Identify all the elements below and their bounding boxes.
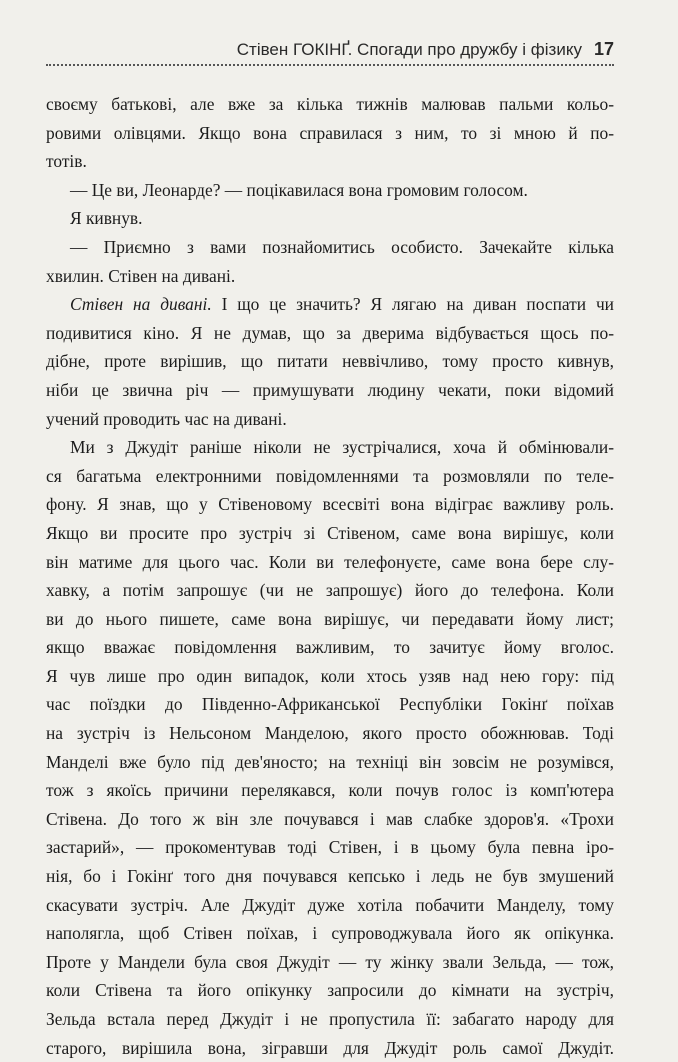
running-title: Стівен ГОКІНҐ. Спогади про дружбу і фізику bbox=[236, 40, 582, 59]
text-line: фону. Я знав, що у Стівеновому всесвіті вона відіграє важливу роль. bbox=[46, 494, 614, 515]
running-header bbox=[46, 34, 614, 66]
italic-emphasis: Стівен на дивані. bbox=[70, 294, 212, 315]
text-line: — Це ви, Леонарде? — поцікавилася вона громовим голосом. bbox=[70, 179, 528, 200]
text-line: старого, вирішила вона, зігравши для Джудіт роль самої Джудіт. bbox=[46, 1037, 614, 1058]
text-line: він матиме для цього час. Коли ви телефонуєте, саме вона бере слу- bbox=[46, 551, 614, 572]
text-line: Манделі вже було під дев'яносто; на техніці він зовсім не розумівся, bbox=[46, 751, 614, 772]
text-line: тотів. bbox=[46, 151, 87, 172]
text-line: коли Стівена та його опікунку запросили до кімнати на зустріч, bbox=[46, 980, 614, 1001]
text-run: І що це значить? Я лягаю на диван поспати чи bbox=[211, 294, 614, 315]
text-line: хвилин. Стівен на дивані. bbox=[46, 265, 236, 286]
text-line: Я чув лише про один випадок, коли хтось узяв над нею гору: під bbox=[46, 665, 614, 686]
text-line: час поїздки до Південно-Африканської Республіки Гокінґ поїхав bbox=[46, 694, 614, 715]
text-line: ніби це звична річ — примушувати людину чекати, поки відомий bbox=[46, 379, 614, 400]
text-line: своєму батькові, але вже за кілька тижнів малював пальми кольо- bbox=[46, 94, 614, 114]
text-line: Проте у Мандели була своя Джудіт — ту жінку звали Зельда, — тож, bbox=[46, 951, 614, 972]
text-line: ви до нього пишете, саме вона вирішує, чи передавати йому лист; bbox=[46, 608, 614, 629]
page-number: 17 bbox=[593, 39, 614, 59]
text-line: Якщо ви просите про зустріч зі Стівеном, саме вона вирішує, коли bbox=[46, 522, 614, 543]
text-line: застарий», — прокоментував тоді Стівен, і в цьому була певна іро- bbox=[46, 837, 614, 858]
text-line bbox=[46, 290, 614, 319]
text-line: на зустріч із Нельсоном Манделою, якого просто обожнював. Тоді bbox=[46, 723, 614, 744]
text-line: скасувати зустріч. Але Джудіт дуже хотіла побачити Манделу, тому bbox=[46, 894, 614, 915]
text-line: — Приємно з вами познайомитись особисто. Зачекайте кілька bbox=[70, 236, 614, 257]
text-line: якщо вважає повідомлення важливим, то зачитує йому вголос. bbox=[46, 637, 614, 658]
text-line: дібне, проте вирішив, що питати неввічливо, тому просто кивнув, bbox=[46, 351, 614, 372]
text-line: тож з якоїсь причини перелякався, коли почув голос із комп'ютера bbox=[46, 780, 614, 801]
body-text bbox=[46, 90, 614, 1062]
text-line: учений проводить час на дивані. bbox=[46, 408, 287, 429]
text-line: Я кивнув. bbox=[70, 208, 143, 229]
text-line: Зельда встала перед Джудіт і не пропустила її: забагато народу для bbox=[46, 1009, 614, 1029]
text-line: подивитися кіно. Я не думав, що за дверима відбувається щось по- bbox=[46, 322, 614, 343]
text-line: Стівена. До того ж він зле почувався і мав слабке здоров'я. «Трохи bbox=[46, 808, 614, 829]
text-line: ся багатьма електронними повідомленнями та розмовляли по теле- bbox=[46, 465, 614, 486]
text-line: Ми з Джудіт раніше ніколи не зустрічалися, хоча й обмінювали- bbox=[70, 437, 614, 458]
text-line: наполягла, щоб Стівен поїхав, і супроводжувала його як опікунка. bbox=[46, 923, 614, 944]
text-line: нія, бо і Гокінґ того дня почувався кепсько і ледь не був змушений bbox=[46, 866, 614, 887]
text-line: ровими олівцями. Якщо вона справилася з ним, то зі мною й по- bbox=[46, 122, 614, 143]
text-line: хавку, а потім запрошує (чи не запрошує) його до телефона. Коли bbox=[46, 580, 614, 601]
